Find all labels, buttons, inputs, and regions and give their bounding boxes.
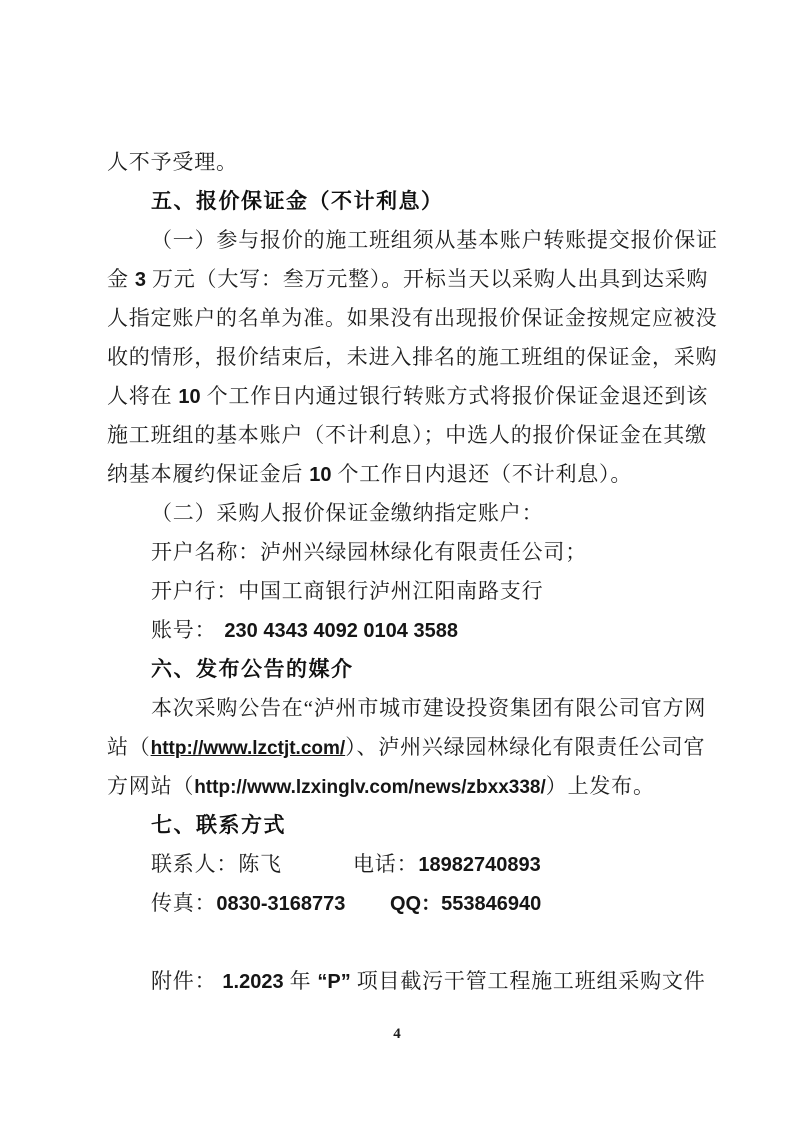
paragraph-text: 个工作日内通过银行转账方式将报价保证金退还到该: [206, 384, 709, 408]
paragraph-text: ）、泸州兴绿园林绿化有限责任公司官: [345, 735, 706, 759]
section-7-heading: 七、联系方式: [151, 814, 286, 837]
deposit-paragraph-line-5: [107, 377, 709, 416]
document-body: [107, 143, 718, 1001]
paragraph-text: 人将在: [107, 384, 173, 408]
qq-group: [390, 884, 541, 924]
deposit-paragraph-line-2: [107, 260, 709, 299]
account-name-label: 开户名称：: [151, 540, 260, 564]
fax-label: 传真：: [151, 891, 217, 915]
link-lzctjt[interactable]: http://www.lzctjt.com/: [150, 738, 346, 759]
deposit-paragraph-line-1: （一）参与报价的施工班组须从基本账户转账提交报价保证: [151, 228, 718, 252]
deposit-paragraph-line-3: 人指定账户的名单为准。如果没有出现报价保证金按规定应被没: [107, 306, 718, 330]
contact-person-label: 联系人：: [151, 852, 239, 876]
announcement-line-3: [107, 767, 697, 806]
announcement-line-2: [107, 728, 706, 767]
contact-row-2: [107, 884, 697, 923]
fax-value: 0830-3168773: [216, 893, 346, 915]
attachment-project-code: “P”: [317, 971, 351, 993]
paragraph-text: 站（: [107, 735, 151, 759]
section-6-heading: 六、发布公告的媒介: [151, 658, 354, 681]
working-days-number: 10: [178, 386, 201, 408]
link-lzxinglv[interactable]: http://www.lzxinglv.com/news/zbxx338/: [194, 777, 546, 798]
attachment-text: 年: [289, 969, 312, 993]
account-number-value: 230 4343 4092 0104 3588: [224, 620, 458, 642]
paragraph-text: 方网站（: [107, 774, 195, 798]
working-days-number: 10: [309, 464, 332, 486]
attachment-label: 附件：: [151, 969, 217, 993]
attachment-index-number: 1.2023: [222, 971, 284, 993]
account-name-value: 泸州兴绿园林绿化有限责任公司；: [260, 540, 587, 564]
qq-value: 553846940: [441, 893, 542, 915]
phone-label: 电话：: [353, 852, 419, 876]
deposit-amount-number: 3: [134, 269, 146, 291]
attachment-text: 项目截污干管工程施工班组采购文件: [356, 969, 706, 993]
account-name-line: [107, 533, 697, 572]
paragraph-text: 万元（大写：叁万元整）。开标当天以采购人出具到达采购: [151, 267, 709, 291]
account-number-line: [107, 611, 697, 650]
blank-line: [107, 923, 697, 962]
bank-value: 中国工商银行泸州江阳南路支行: [238, 579, 544, 603]
paragraph-text: 纳基本履约保证金后: [107, 462, 304, 486]
announcement-line-1: 本次采购公告在“泸州市城市建设投资集团有限公司官方网: [151, 696, 707, 720]
paragraph-text: 金: [107, 267, 129, 291]
tail-paragraph-line: 人不予受理。: [107, 150, 238, 174]
section-5-heading: 五、报价保证金（不计利息）: [151, 190, 444, 213]
phone-value: 18982740893: [418, 854, 541, 876]
attachment-line: [107, 962, 706, 1001]
deposit-account-intro-line: （二）采购人报价保证金缴纳指定账户：: [151, 501, 544, 525]
qq-label: QQ：: [390, 893, 442, 915]
deposit-paragraph-line-7: [107, 455, 697, 494]
deposit-paragraph-line-4: 收的情形，报价结束后，未进入排名的施工班组的保证金，采购: [107, 345, 718, 369]
bank-line: [107, 572, 697, 611]
account-number-label: 账号：: [151, 618, 217, 642]
paragraph-text: ）上发布。: [545, 774, 655, 798]
contact-person-value: 陈飞: [238, 852, 282, 876]
contact-row-1: [107, 845, 697, 884]
bank-label: 开户行：: [151, 579, 239, 603]
deposit-paragraph-line-6: 施工班组的基本账户（不计利息）；中选人的报价保证金在其缴: [107, 423, 707, 447]
phone-group: [353, 845, 541, 885]
page-number: 4: [393, 1026, 401, 1042]
paragraph-text: 个工作日内退还（不计利息）。: [337, 462, 633, 486]
